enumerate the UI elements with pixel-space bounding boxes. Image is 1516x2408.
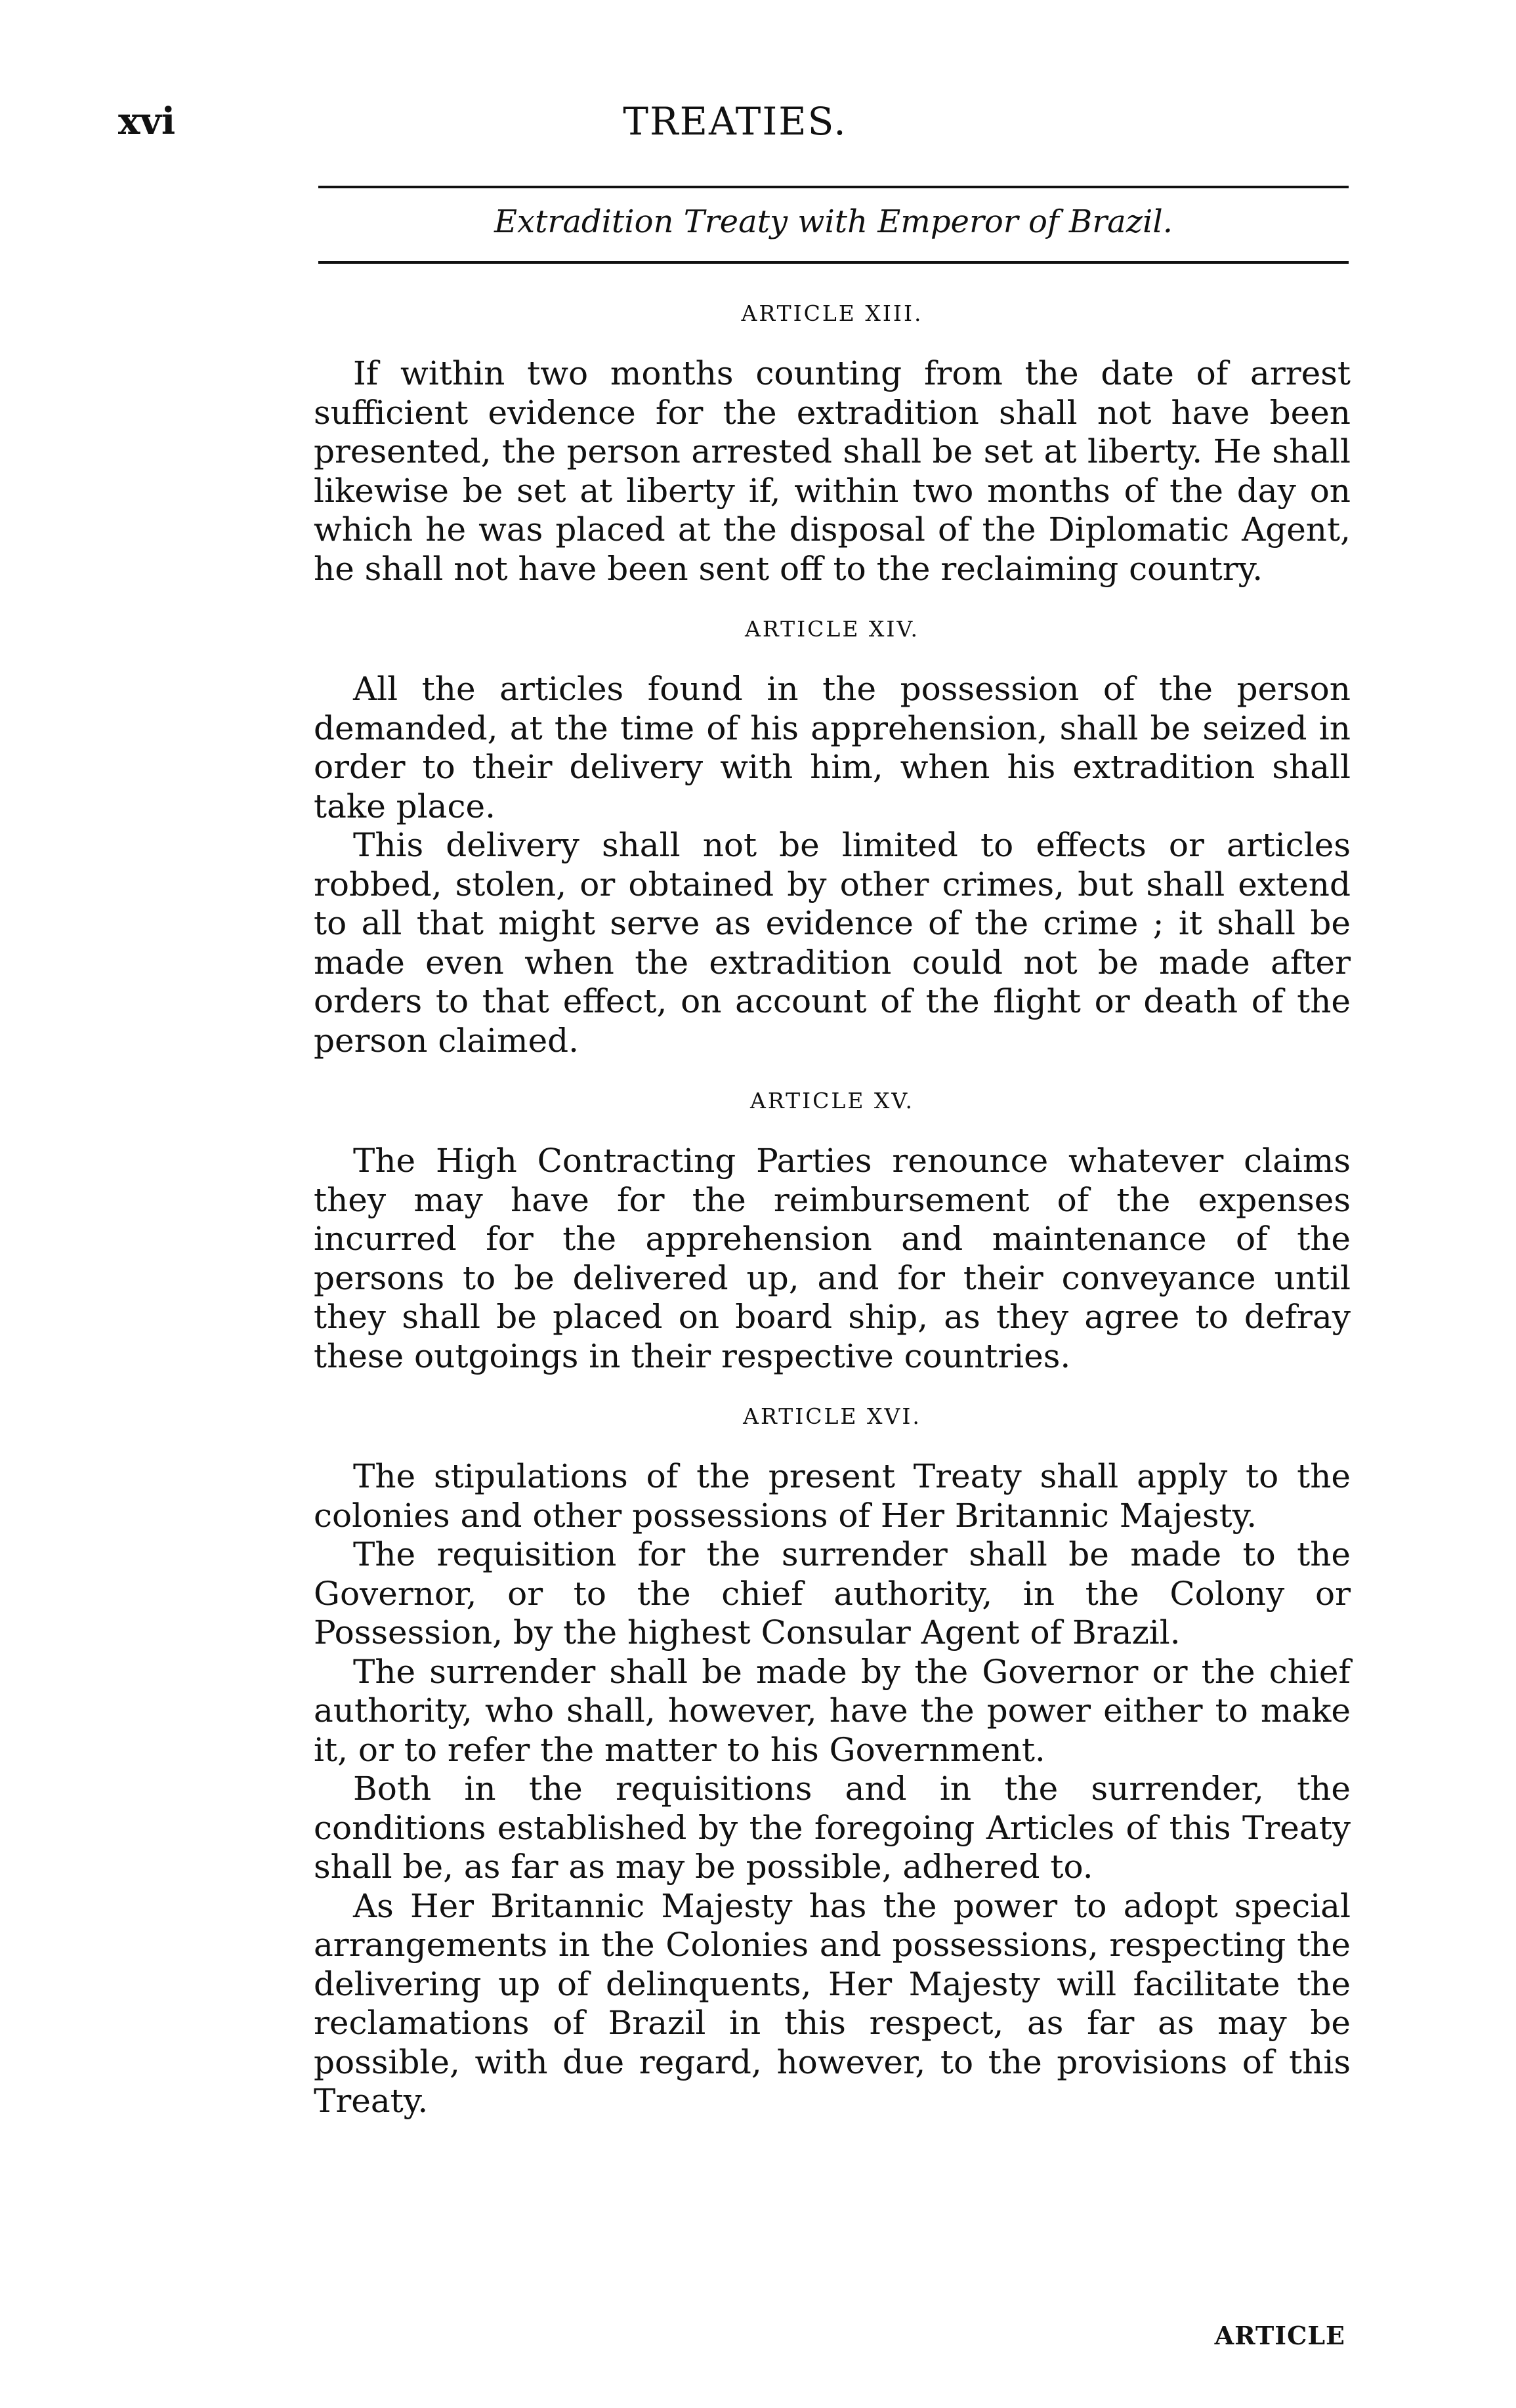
paragraph: This delivery shall not be limited to effects or articles robbed, stolen, or obtained by other crimes, but shall extend to all that might serve as evidence of the crime ; it shall be made even when the extradition could not be made after orders to that effect, on account of the flight or death of the person claimed. [314, 826, 1351, 1060]
article-xiv [314, 610, 1351, 1060]
bottom-rule [318, 261, 1349, 264]
page-number: xvi [118, 100, 176, 143]
article-xv [314, 1081, 1351, 1376]
paragraph: As Her Britannic Majesty has the power to adopt special arrangements in the Colonies and possessions, respecting the delivering up of delinquents, Her Majesty will facilitate the reclamations of Brazil in this respect, as far as may be possible, with due regard, however, to the provisions of this Treaty. [314, 1886, 1351, 2120]
paragraph: If within two months counting from the date of arrest sufficient evidence for the extradition shall not have been presented, the person arrested shall be set at liberty. He shall likewise be set at liberty if, within two months of the day on which he was placed at the disposal of the Diplomatic Agent, he shall not have been sent off to the reclaiming country. [314, 354, 1351, 588]
paragraph: The stipulations of the present Treaty shall apply to the colonies and other possessions of Her Britannic Majesty. [314, 1457, 1351, 1535]
paragraph: All the articles found in the possession of the person demanded, at the time of his apprehension, shall be seized in order to their delivery with him, when his extradition shall take place. [314, 670, 1351, 825]
article-xiii [314, 294, 1351, 589]
article-heading: ARTICLE XIII. [741, 301, 923, 326]
article-heading: ARTICLE XV. [750, 1088, 914, 1113]
article-heading: ARTICLE XVI. [743, 1403, 921, 1429]
catchword: ARTICLE [1214, 2321, 1345, 2350]
top-rule [318, 186, 1349, 188]
body-text [314, 294, 1351, 2142]
article-xvi [314, 1397, 1351, 2121]
running-title: TREATIES. [623, 99, 847, 144]
article-heading: ARTICLE XIV. [745, 616, 919, 642]
paragraph: The surrender shall be made by the Governor or the chief authority, who shall, however, have the power either to make it, or to refer the matter to his Government. [314, 1652, 1351, 1769]
paragraph: The requisition for the surrender shall be made to the Governor, or to the chief authority, in the Colony or Possession, by the highest Consular Agent of Brazil. [314, 1535, 1351, 1651]
section-subtitle: Extradition Treaty with Emperor of Brazil. [494, 203, 1173, 240]
paragraph: The High Contracting Parties renounce whatever claims they may have for the reimbursement of the expenses incurred for the apprehension and maintenance of the persons to be delivered up, and for their conveyance until they shall be placed on board ship, as they agree to defray these outgoings in their respective countries. [314, 1142, 1351, 1375]
running-head [118, 92, 1352, 151]
paragraph: Both in the requisitions and in the surrender, the conditions established by the foregoing Articles of this Treaty shall be, as far as may be possible, adhered to. [314, 1770, 1351, 1886]
